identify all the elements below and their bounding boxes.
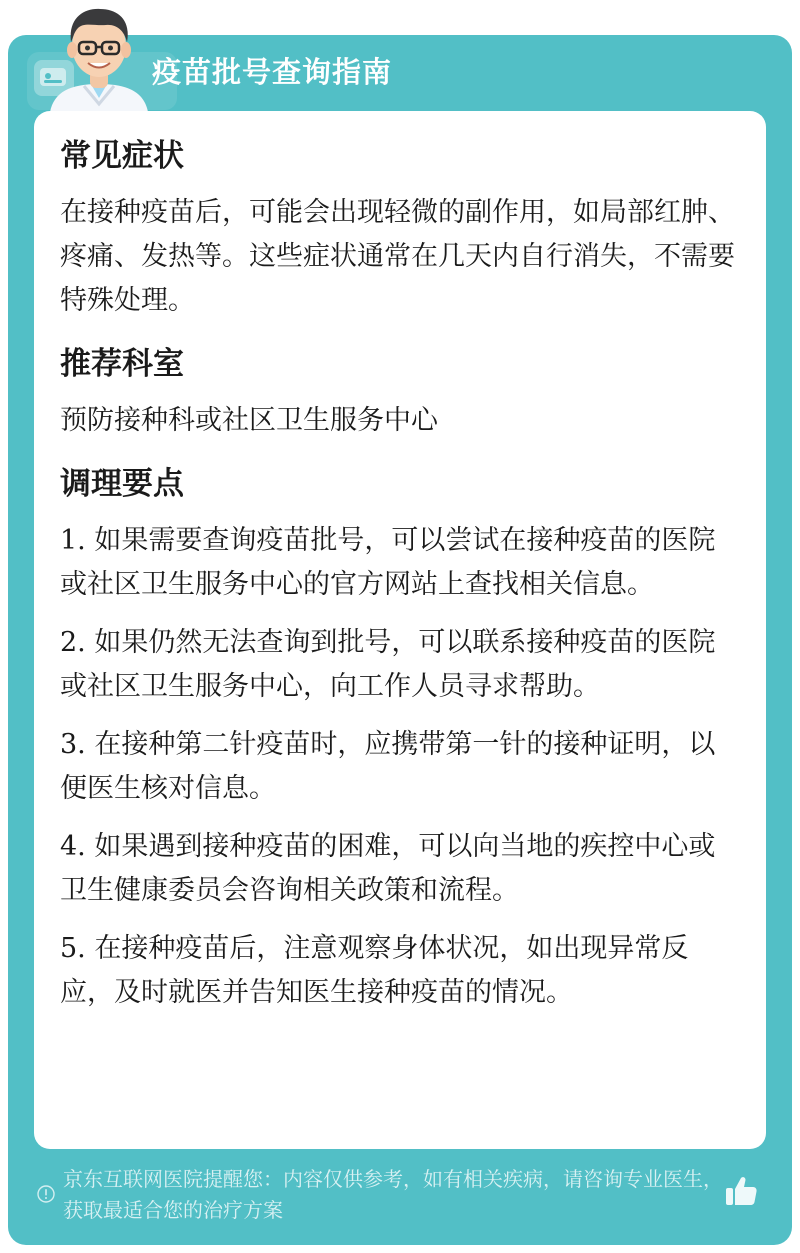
symptoms-text: 在接种疫苗后，可能会出现轻微的副作用，如局部红肿、疼痛、发热等。这些症状通常在几天内自行消失，不需要特殊处理。 [60,197,735,316]
list-item-text: 如果仍然无法查询到批号，可以联系接种疫苗的医院或社区卫生服务中心，向工作人员寻求帮助。 [60,627,716,702]
doctor-avatar-icon [40,0,158,112]
content-card [34,111,766,1149]
list-item [60,519,740,607]
care-list [60,519,740,1015]
list-item-number: 1. [60,525,86,556]
list-item-text: 如果需要查询疫苗批号，可以尝试在接种疫苗的医院或社区卫生服务中心的官方网站上查找相关信息。 [60,525,716,600]
section-title-department: 推荐科室 [60,346,184,382]
list-item [60,825,740,913]
list-item-number: 4. [60,831,86,862]
thumbs-up-icon[interactable] [724,1175,758,1207]
section-title-symptoms: 常见症状 [60,138,184,174]
list-item [60,723,740,811]
list-item [60,927,740,1015]
footer-disclaimer [34,1164,766,1230]
page-title: 疫苗批号查询指南 [152,55,393,89]
info-icon [37,1185,55,1203]
department-text: 预防接种科或社区卫生服务中心 [60,405,438,436]
section-title-care: 调理要点 [60,466,184,502]
list-item-number: 3. [60,729,86,760]
list-item-text: 如果遇到接种疫苗的困难，可以向当地的疾控中心或卫生健康委员会咨询相关政策和流程。 [60,831,716,906]
list-item-text: 在接种第二针疫苗时，应携带第一针的接种证明，以便医生核对信息。 [60,729,716,804]
list-item [60,621,740,709]
card-content [60,133,740,1015]
list-item-number: 2. [60,627,86,658]
list-item-text: 在接种疫苗后，注意观察身体状况，如出现异常反应，及时就医并告知医生接种疫苗的情况。 [60,933,689,1008]
disclaimer-text: 京东互联网医院提醒您：内容仅供参考，如有相关疾病，请咨询专业医生，获取最适合您的治疗方案 [63,1167,723,1222]
list-item-number: 5. [60,933,86,964]
